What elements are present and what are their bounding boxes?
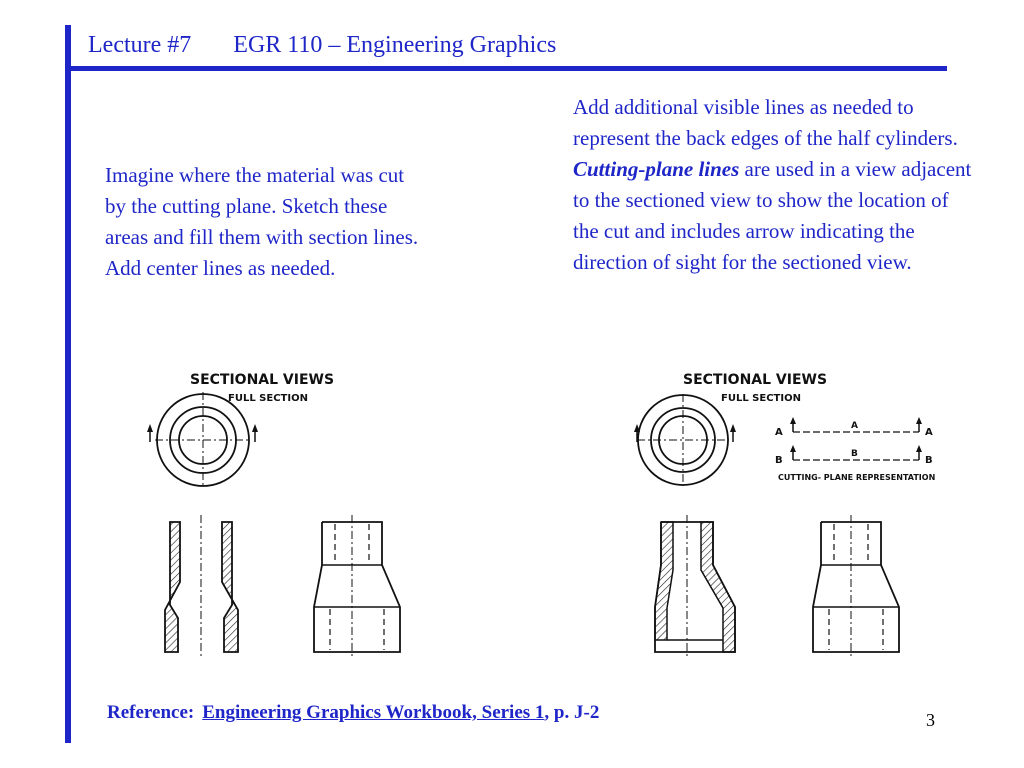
figure-title: SECTIONAL VIEWS <box>683 372 828 388</box>
explanation-part-1: Add additional visible lines as needed to represent the back edges of the half cylinders. <box>573 95 958 150</box>
instruction-line: Add center lines as needed. <box>105 256 336 280</box>
left-accent-bar <box>65 25 71 743</box>
reference-prefix: Reference: <box>107 702 195 723</box>
reference-page: , p. J-2 <box>544 702 600 723</box>
explanation-part-2: are used in a view adjacent to the sectioned view to show the location of the cut and includes arrow indicating the direction of sight for the sectioned view. <box>573 157 972 274</box>
figure-subtitle: FULL SECTION <box>228 393 308 404</box>
instruction-text <box>105 160 505 284</box>
sectional-drawing-right <box>625 360 955 660</box>
cutting-plane-term: Cutting-plane lines <box>573 157 740 181</box>
reference-line <box>107 702 599 724</box>
lecture-number: Lecture #7 <box>88 32 192 58</box>
figure-subtitle: FULL SECTION <box>721 393 801 404</box>
plane-label-b-left: B <box>775 455 783 466</box>
figure-title: SECTIONAL VIEWS <box>190 372 335 388</box>
explanation-text <box>573 92 973 278</box>
course-title: EGR 110 – Engineering Graphics <box>233 32 557 58</box>
instruction-line: by the cutting plane. Sketch these <box>105 194 388 218</box>
plane-label-a-center: A <box>851 421 858 431</box>
sectional-drawing-left <box>130 360 430 660</box>
page-number: 3 <box>926 710 935 730</box>
slide-header <box>88 32 556 59</box>
sectional-views-figure-right <box>625 360 955 660</box>
instruction-line: areas and fill them with section lines. <box>105 225 419 249</box>
plane-label-b-center: B <box>851 449 858 459</box>
instruction-line: Imagine where the material was cut <box>105 163 405 187</box>
cutting-plane-caption: CUTTING- PLANE REPRESENTATION <box>778 473 936 482</box>
plane-label-b-right: B <box>925 455 933 466</box>
plane-label-a-right: A <box>925 427 933 438</box>
plane-label-a-left: A <box>775 427 783 438</box>
sectional-views-figure-left <box>130 360 430 660</box>
header-underline <box>65 66 947 71</box>
reference-book-title: Engineering Graphics Workbook, Series 1 <box>202 702 545 723</box>
